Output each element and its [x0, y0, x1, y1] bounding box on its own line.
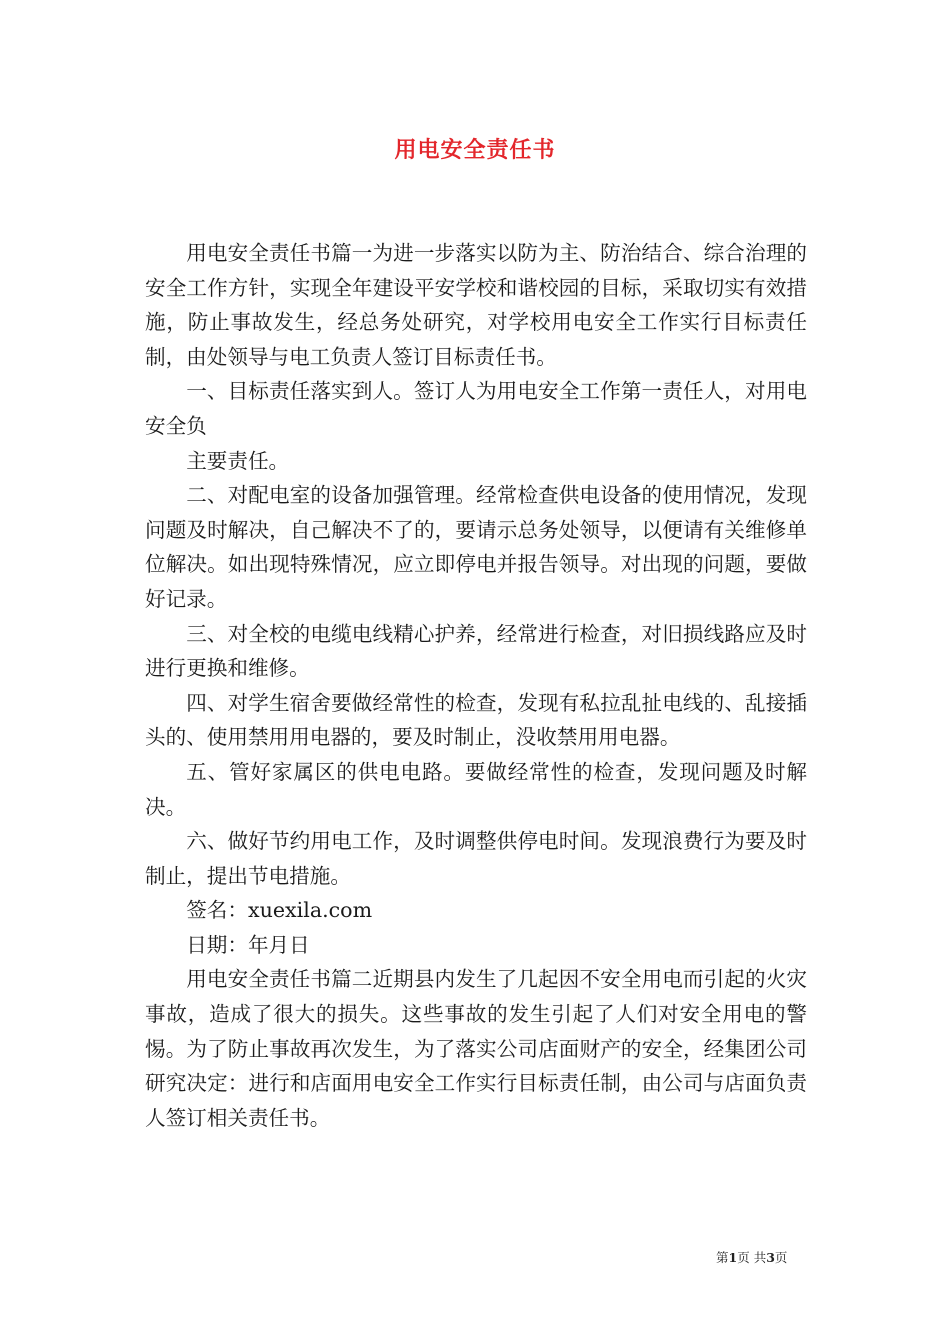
document-body — [145, 236, 807, 1135]
paragraph-item-1: 一、目标责任落实到人。签订人为用电安全工作第一责任人，对用电安全负 — [145, 379, 807, 438]
footer-prefix: 第 — [716, 1250, 729, 1265]
page-number-footer — [716, 1248, 816, 1266]
paragraph-item-4: 四、对学生宿舍要做经常性的检查，发现有私拉乱扯电线的、乱接插头的、使用禁用用电器的，要及时制止，没收禁用用电器。 — [145, 690, 807, 750]
paragraph-item-2: 二、对配电室的设备加强管理。经常检查供电设备的使用情况，发现问题及时解决，自己解决不了的，要请示总务处领导，以便请有关维修单位解决。如出现特殊情况，应立即停电并报告领导。对出现的问题，要做好记录。 — [145, 483, 807, 611]
footer-current-page: 1 — [728, 1250, 738, 1265]
paragraph-item-6: 六、做好节约用电工作，及时调整供停电时间。发现浪费行为要及时制止，提出节电措施。 — [145, 829, 807, 888]
paragraph-item-5: 五、管好家属区的供电电路。要做经常性的检查，发现问题及时解决。 — [145, 759, 807, 819]
paragraph-intro-1: 用电安全责任书篇一为进一步落实以防为主、防治结合、综合治理的安全工作方针，实现全年建设平安学校和谐校园的目标，采取切实有效措施，防止事故发生，经总务处研究，对学校用电安全工作实行目标责任制，由处领导与电工负责人签订目标责任书。 — [145, 241, 807, 369]
signature-line: 签名：xuexila.com — [186, 898, 373, 923]
footer-suffix: 页 — [774, 1250, 788, 1265]
footer-middle: 页 共 — [737, 1250, 767, 1265]
paragraph-item-1-cont: 主要责任。 — [186, 448, 290, 473]
document-title: 用电安全责任书 — [394, 137, 556, 163]
date-line: 日期：年月日 — [186, 932, 310, 957]
paragraph-intro-2: 用电安全责任书篇二近期县内发生了几起因不安全用电而引起的火灾事故，造成了很大的损失。这些事故的发生引起了人们对安全用电的警惕。为了防止事故再次发生，为了落实公司店面财产的安全，经集团公司研究决定：进行和店面用电安全工作实行目标责任制，由公司与店面负责人签订相关责任书。 — [145, 967, 807, 1130]
footer-total-pages: 3 — [766, 1250, 775, 1265]
paragraph-item-3: 三、对全校的电缆电线精心护养，经常进行检查，对旧损线路应及时进行更换和维修。 — [145, 621, 807, 681]
